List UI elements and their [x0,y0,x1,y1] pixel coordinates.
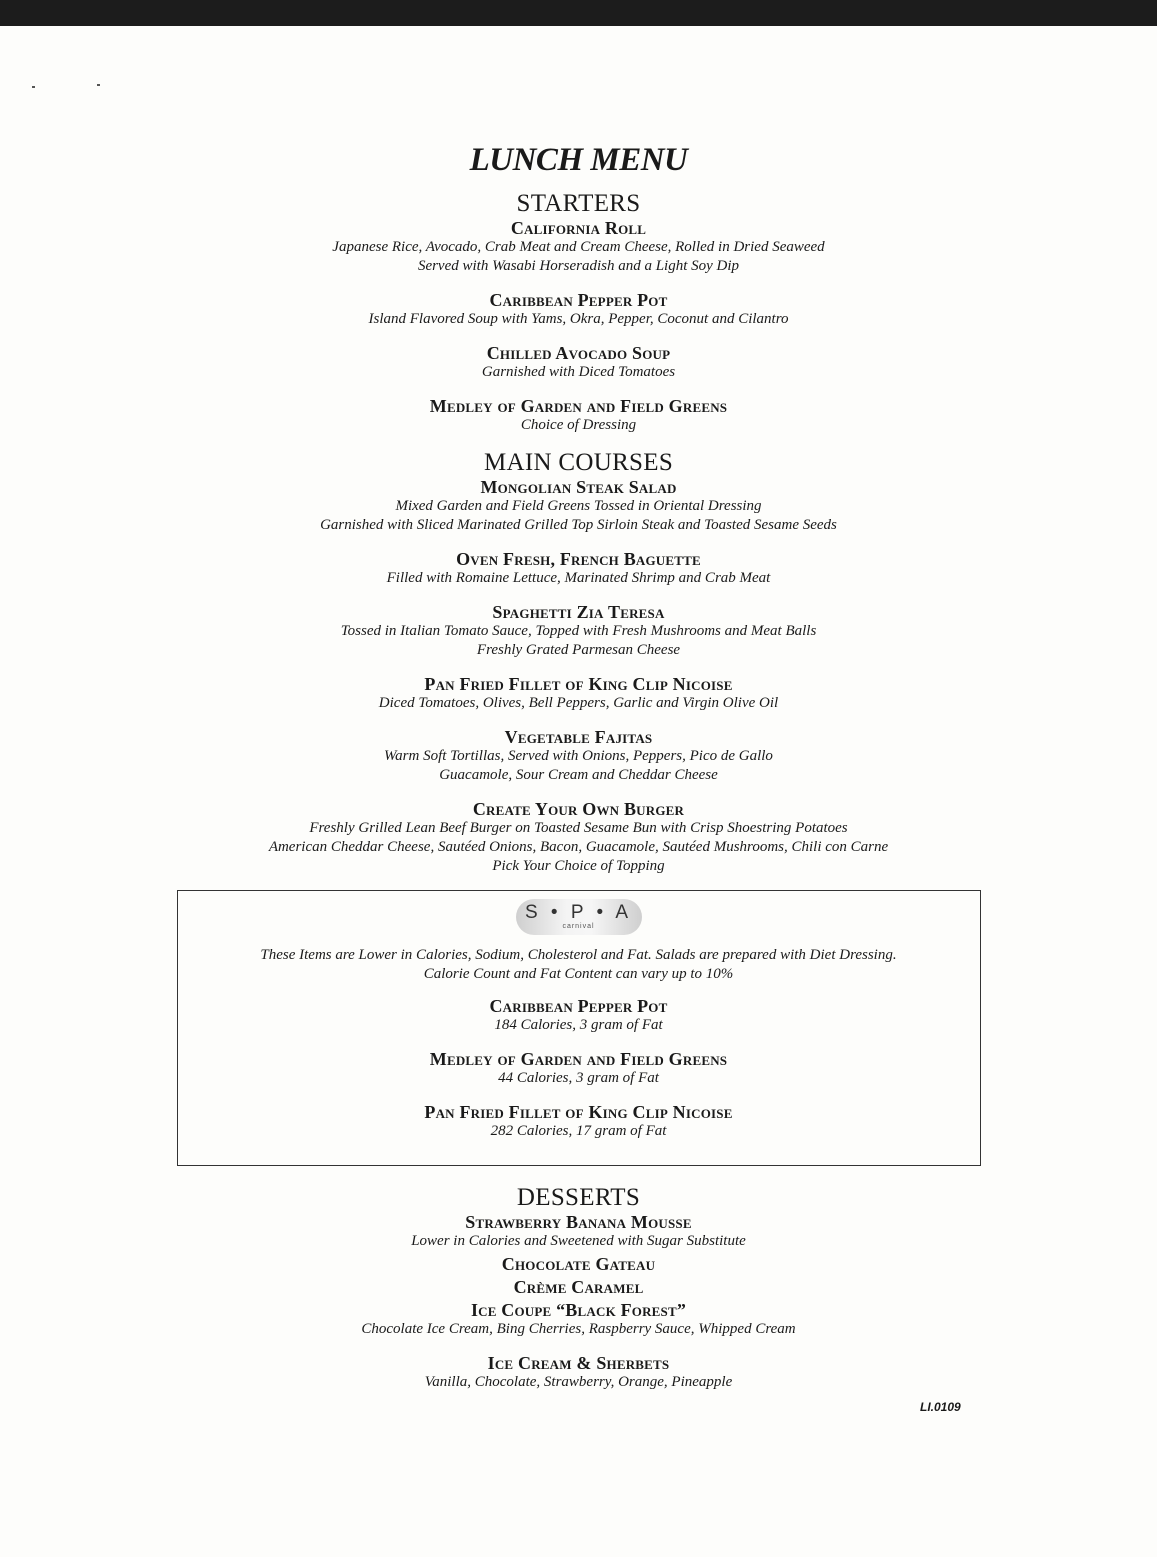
spa-note-line: These Items are Lower in Calories, Sodium, Cholesterol and Fat. Salads are prepared with Diet Dressing. [260,947,897,963]
menu-item-description: Garnished with Diced Tomatoes [481,364,676,380]
menu-item-description: Garnished with Sliced Marinated Grilled Top Sirloin Steak and Toasted Sesame Seeds [320,517,837,533]
menu-item-description: Warm Soft Tortillas, Served with Onions, Peppers, Pico de Gallo [384,748,773,764]
menu-item [0,549,1157,588]
menu-item-name: Chocolate Gateau [501,1254,656,1274]
starters-heading: STARTERS [516,190,641,217]
menu-item [0,727,1157,785]
menu-item-description: Lower in Calories and Sweetened with Sugar Substitute [411,1233,746,1249]
menu-item-description: Vanilla, Chocolate, Strawberry, Orange, Pineapple [424,1374,733,1390]
menu-item-name: Pan Fried Fillet of King Clip Nicoise [424,1102,733,1122]
menu-item-name: Crème Caramel [513,1277,644,1297]
menu-item-description: Diced Tomatoes, Olives, Bell Peppers, Garlic and Virgin Olive Oil [378,695,779,711]
spa-logo-subtext: carnival [562,923,595,930]
menu-item [0,477,1157,535]
menu-item [0,799,1157,876]
menu-item-description: American Cheddar Cheese, Sautéed Onions, Bacon, Guacamole, Sautéed Mushrooms, Chili con Carne [268,839,889,855]
menu-item-name: Oven Fresh, French Baguette [456,549,701,569]
menu-item-description: Freshly Grilled Lean Beef Burger on Toasted Sesame Bun with Crisp Shoestring Potatoes [309,820,848,836]
menu-item-description: 44 Calories, 3 gram of Fat [498,1070,659,1086]
desserts-list [0,1212,1157,1392]
menu-item-name: Caribbean Pepper Pot [489,996,668,1016]
menu-item [0,602,1157,660]
menu-item-description: Tossed in Italian Tomato Sauce, Topped with Fresh Mushrooms and Meat Balls [340,623,817,639]
menu-title: LUNCH MENU [469,142,688,178]
menu-item-name: Chilled Avocado Soup [486,343,671,363]
desserts-heading: DESSERTS [516,1184,641,1211]
scan-top-edge [0,0,1157,26]
menu-item [0,1353,1157,1392]
menu-item [0,290,1157,329]
menu-item-description: Japanese Rice, Avocado, Crab Meat and Cream Cheese, Rolled in Dried Seaweed [332,239,825,255]
menu-code: LI.0109 [920,1400,961,1414]
scan-speck [97,84,100,86]
menu-item-name: Create Your Own Burger [472,799,685,819]
main-courses-heading: MAIN COURSES [483,449,674,476]
menu-item-name: Medley of Garden and Field Greens [429,396,728,416]
menu-item-description: 282 Calories, 17 gram of Fat [490,1123,667,1139]
menu-item-name: Strawberry Banana Mousse [465,1212,692,1232]
menu-item-name: California Roll [510,218,647,238]
menu-item [0,218,1157,276]
menu-item [0,1277,1157,1297]
menu-item [0,343,1157,382]
menu-item [178,1102,980,1141]
spa-logo [516,899,642,935]
spa-list [178,996,980,1141]
starters-list [0,218,1157,435]
menu-item-description: Island Flavored Soup with Yams, Okra, Pepper, Coconut and Cilantro [368,311,789,327]
spa-box [177,890,981,1166]
menu-item-description: Guacamole, Sour Cream and Cheddar Cheese [439,767,718,783]
menu-item-description: Pick Your Choice of Topping [492,858,665,874]
menu-item [178,1049,980,1088]
menu-item-name: Pan Fried Fillet of King Clip Nicoise [424,674,733,694]
menu-item [0,396,1157,435]
scan-speck [32,86,35,88]
spa-note-line: Calorie Count and Fat Content can vary up to 10% [423,966,734,982]
menu-item-description: Served with Wasabi Horseradish and a Light Soy Dip [417,258,740,274]
menu-item-description: Freshly Grated Parmesan Cheese [476,642,681,658]
menu-item-name: Vegetable Fajitas [504,727,653,747]
spa-logo-text: S • P • A [524,902,633,923]
menu-item-description: Chocolate Ice Cream, Bing Cherries, Raspberry Sauce, Whipped Cream [361,1321,796,1337]
desserts-section [0,1184,1157,1392]
menu-item-description: Filled with Romaine Lettuce, Marinated Shrimp and Crab Meat [386,570,771,586]
menu-item-description: 184 Calories, 3 gram of Fat [494,1017,663,1033]
menu-item-description: Choice of Dressing [520,417,637,433]
menu-item [0,1254,1157,1274]
main-courses-section [0,449,1157,876]
menu-item-name: Ice Coupe “Black Forest” [470,1300,687,1320]
starters-section [0,190,1157,435]
main-courses-list [0,477,1157,876]
menu-item [0,674,1157,713]
menu-item-name: Medley of Garden and Field Greens [429,1049,728,1069]
menu-item [0,1212,1157,1251]
menu-item-description: Mixed Garden and Field Greens Tossed in Oriental Dressing [395,498,762,514]
menu-item [0,1300,1157,1339]
menu-item-name: Mongolian Steak Salad [480,477,677,497]
menu-item-name: Caribbean Pepper Pot [489,290,668,310]
menu-item [178,996,980,1035]
spa-note [178,946,980,984]
menu-item-name: Ice Cream & Sherbets [487,1353,670,1373]
menu-item-name: Spaghetti Zia Teresa [492,602,665,622]
menu-page [0,140,1157,1406]
